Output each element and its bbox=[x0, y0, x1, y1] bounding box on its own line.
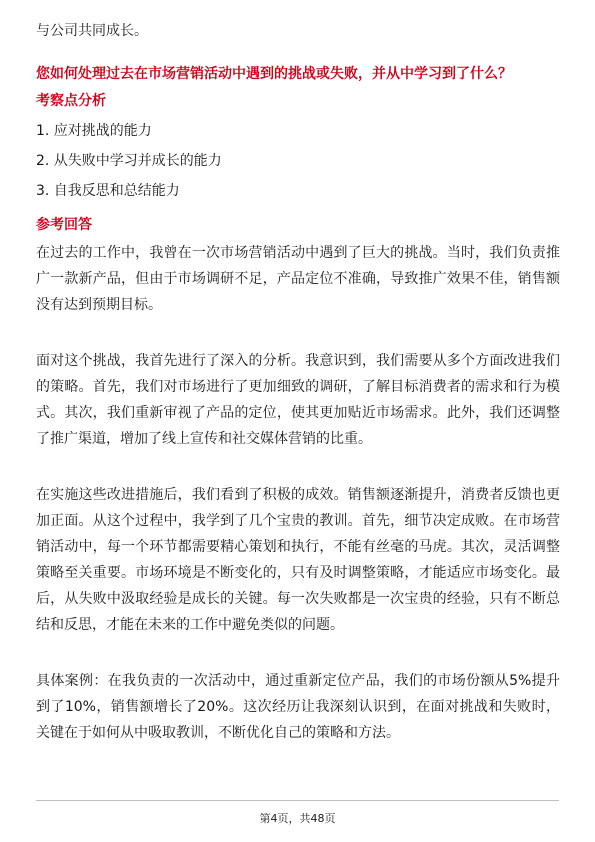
paragraph-gap bbox=[36, 452, 560, 482]
answer-paragraph: 在过去的工作中，我曾在一次市场营销活动中遇到了巨大的挑战。当时，我们负责推广一款新产品，但由于市场调研不足，产品定位不准确，导致推广效果不佳，销售额没有达到预期目标。 bbox=[36, 245, 560, 313]
footer-divider bbox=[36, 800, 559, 801]
page-content bbox=[36, 18, 560, 746]
analysis-list bbox=[36, 116, 560, 206]
analysis-item: 3. 自我反思和总结能力 bbox=[36, 183, 180, 199]
answer-paragraph: 具体案例：在我负责的一次活动中，通过重新定位产品，我们的市场份额从5%提升到了10%，销售额增长了20%。这次经历让我深刻认识到，在面对挑战和失败时，关键在于如何从中吸取教训，不断优化自己的策略和方法。 bbox=[36, 673, 560, 741]
answer-paragraph: 在实施这些改进措施后，我们看到了积极的成效。销售额逐渐提升，消费者反馈也更加正面。从这个过程中，我学到了几个宝贵的教训。首先，细节决定成败。在市场营销活动中，每一个环节都需要精心策划和执行，不能有丝毫的马虎。其次，灵活调整策略至关重要。市场环境是不断变化的，只有及时调整策略，才能适应市场变化。最后，从失败中汲取经验是成长的关键。每一次失败都是一次宝贵的经验，只有不断总结和反思，才能在未来的工作中避免类似的问题。 bbox=[36, 487, 560, 633]
paragraph-gap bbox=[36, 318, 560, 348]
intro-tail-text: 与公司共同成长。 bbox=[36, 23, 148, 39]
analysis-item: 2. 从失败中学习并成长的能力 bbox=[36, 153, 222, 169]
paragraph-gap bbox=[36, 638, 560, 668]
analysis-title: 考察点分析 bbox=[36, 93, 106, 109]
question-heading: 您如何处理过去在市场营销活动中遇到的挑战或失败，并从中学习到了什么？ bbox=[36, 66, 512, 82]
analysis-item: 1. 应对挑战的能力 bbox=[36, 123, 152, 139]
answer-paragraph: 面对这个挑战，我首先进行了深入的分析。我意识到，我们需要从多个方面改进我们的策略。首先，我们对市场进行了更加细致的调研，了解目标消费者的需求和行为模式。其次，我们重新审视了产品的定位，使其更加贴近市场需求。此外，我们还调整了推广渠道，增加了线上宣传和社交媒体营销的比重。 bbox=[36, 353, 560, 447]
page-number: 第4页，共48页 bbox=[259, 812, 336, 825]
answer-title: 参考回答 bbox=[36, 217, 92, 233]
